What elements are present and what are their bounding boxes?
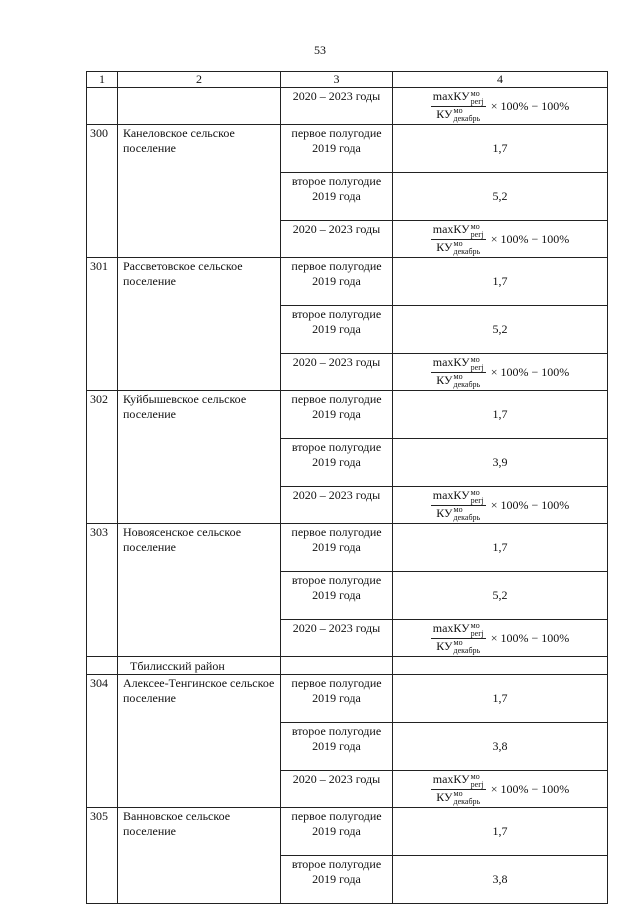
district-section-row <box>87 657 608 675</box>
value-cell: 1,7 <box>393 125 608 173</box>
district-name: Тбилисский район <box>118 657 281 675</box>
period-cell: 2020 – 2023 годы <box>281 88 393 125</box>
table-row <box>87 675 608 723</box>
formula-numerator: maxКУ мо регj <box>432 487 484 505</box>
formula-cell <box>393 221 608 258</box>
formula-fraction <box>431 488 486 522</box>
period-cell: 2020 – 2023 годы <box>281 487 393 524</box>
period-cell: 2020 – 2023 годы <box>281 771 393 808</box>
settlement-name: Рассветовское сельское поселение <box>118 258 281 391</box>
growth-formula <box>393 771 607 807</box>
header-col-2: 2 <box>118 72 281 88</box>
formula-cell <box>393 88 608 125</box>
formula-fraction <box>431 772 486 806</box>
table-row <box>87 258 608 306</box>
row-number: 302 <box>87 391 118 524</box>
formula-fraction <box>431 621 486 655</box>
table-body <box>87 88 608 904</box>
formula-numerator: maxКУ мо регj <box>432 88 484 106</box>
value-cell: 1,7 <box>393 258 608 306</box>
settlement-name: Ванновское сельское поселение <box>118 808 281 904</box>
value-cell: 1,7 <box>393 391 608 439</box>
formula-cell <box>393 771 608 808</box>
period-cell: 2020 – 2023 годы <box>281 354 393 391</box>
table-row <box>87 808 608 856</box>
formula-fraction <box>431 222 486 256</box>
period-cell: первое полугодие 2019 года <box>281 675 393 723</box>
table-header <box>87 72 608 88</box>
row-number: 305 <box>87 808 118 904</box>
page-number: 53 <box>314 43 326 57</box>
formula-numerator: maxКУ мо регj <box>432 221 484 239</box>
growth-formula <box>393 487 607 523</box>
period-cell: второе полугодие 2019 года <box>281 572 393 620</box>
tariff-table <box>86 71 608 904</box>
formula-denominator: КУ мо декабрь <box>436 105 481 123</box>
formula-numerator: maxКУ мо регj <box>432 620 484 638</box>
settlement-name: Куйбышевское сельское поселение <box>118 391 281 524</box>
header-col-3: 3 <box>281 72 393 88</box>
value-cell: 3,8 <box>393 856 608 904</box>
header-col-4: 4 <box>393 72 608 88</box>
formula-numerator: maxКУ мо регj <box>432 354 484 372</box>
value-cell: 1,7 <box>393 675 608 723</box>
formula-denominator: КУ мо декабрь <box>436 637 481 655</box>
period-cell: 2020 – 2023 годы <box>281 221 393 258</box>
formula-tail: × 100% − 100% <box>490 364 570 379</box>
row-number: 300 <box>87 125 118 258</box>
value-cell: 5,2 <box>393 173 608 221</box>
header-col-1: 1 <box>87 72 118 88</box>
growth-formula <box>393 354 607 390</box>
period-cell: первое полугодие 2019 года <box>281 808 393 856</box>
settlement-name: Канеловское сельское поселение <box>118 125 281 258</box>
table-row <box>87 391 608 439</box>
table-row <box>87 524 608 572</box>
row-number: 301 <box>87 258 118 391</box>
row-number: 303 <box>87 524 118 657</box>
formula-numerator: maxКУ мо регj <box>432 771 484 789</box>
table-row <box>87 125 608 173</box>
carryover-row <box>87 88 608 125</box>
formula-tail: × 100% − 100% <box>490 781 570 796</box>
period-cell: второе полугодие 2019 года <box>281 306 393 354</box>
formula-tail: × 100% − 100% <box>490 231 570 246</box>
period-cell: второе полугодие 2019 года <box>281 856 393 904</box>
value-cell: 5,2 <box>393 306 608 354</box>
row-number: 304 <box>87 675 118 808</box>
period-cell: 2020 – 2023 годы <box>281 620 393 657</box>
formula-cell <box>393 487 608 524</box>
formula-cell <box>393 620 608 657</box>
period-cell: первое полугодие 2019 года <box>281 125 393 173</box>
formula-denominator: КУ мо декабрь <box>436 504 481 522</box>
period-cell: первое полугодие 2019 года <box>281 524 393 572</box>
formula-tail: × 100% − 100% <box>490 497 570 512</box>
period-cell: второе полугодие 2019 года <box>281 723 393 771</box>
period-cell: первое полугодие 2019 года <box>281 391 393 439</box>
value-cell: 1,7 <box>393 808 608 856</box>
value-cell: 5,2 <box>393 572 608 620</box>
value-cell: 1,7 <box>393 524 608 572</box>
settlement-name: Новоясенское сельское поселение <box>118 524 281 657</box>
growth-formula <box>393 221 607 257</box>
settlement-name: Алексее-Тенгинское сельское поселение <box>118 675 281 808</box>
formula-tail: × 100% − 100% <box>490 630 570 645</box>
value-cell: 3,9 <box>393 439 608 487</box>
value-cell: 3,8 <box>393 723 608 771</box>
growth-formula <box>393 620 607 656</box>
growth-formula <box>393 88 607 124</box>
formula-tail: × 100% − 100% <box>490 98 570 113</box>
formula-denominator: КУ мо декабрь <box>436 371 481 389</box>
formula-denominator: КУ мо декабрь <box>436 238 481 256</box>
period-cell: второе полугодие 2019 года <box>281 439 393 487</box>
formula-fraction <box>431 89 486 123</box>
period-cell: первое полугодие 2019 года <box>281 258 393 306</box>
formula-denominator: КУ мо декабрь <box>436 788 481 806</box>
period-cell: второе полугодие 2019 года <box>281 173 393 221</box>
formula-cell <box>393 354 608 391</box>
formula-fraction <box>431 355 486 389</box>
